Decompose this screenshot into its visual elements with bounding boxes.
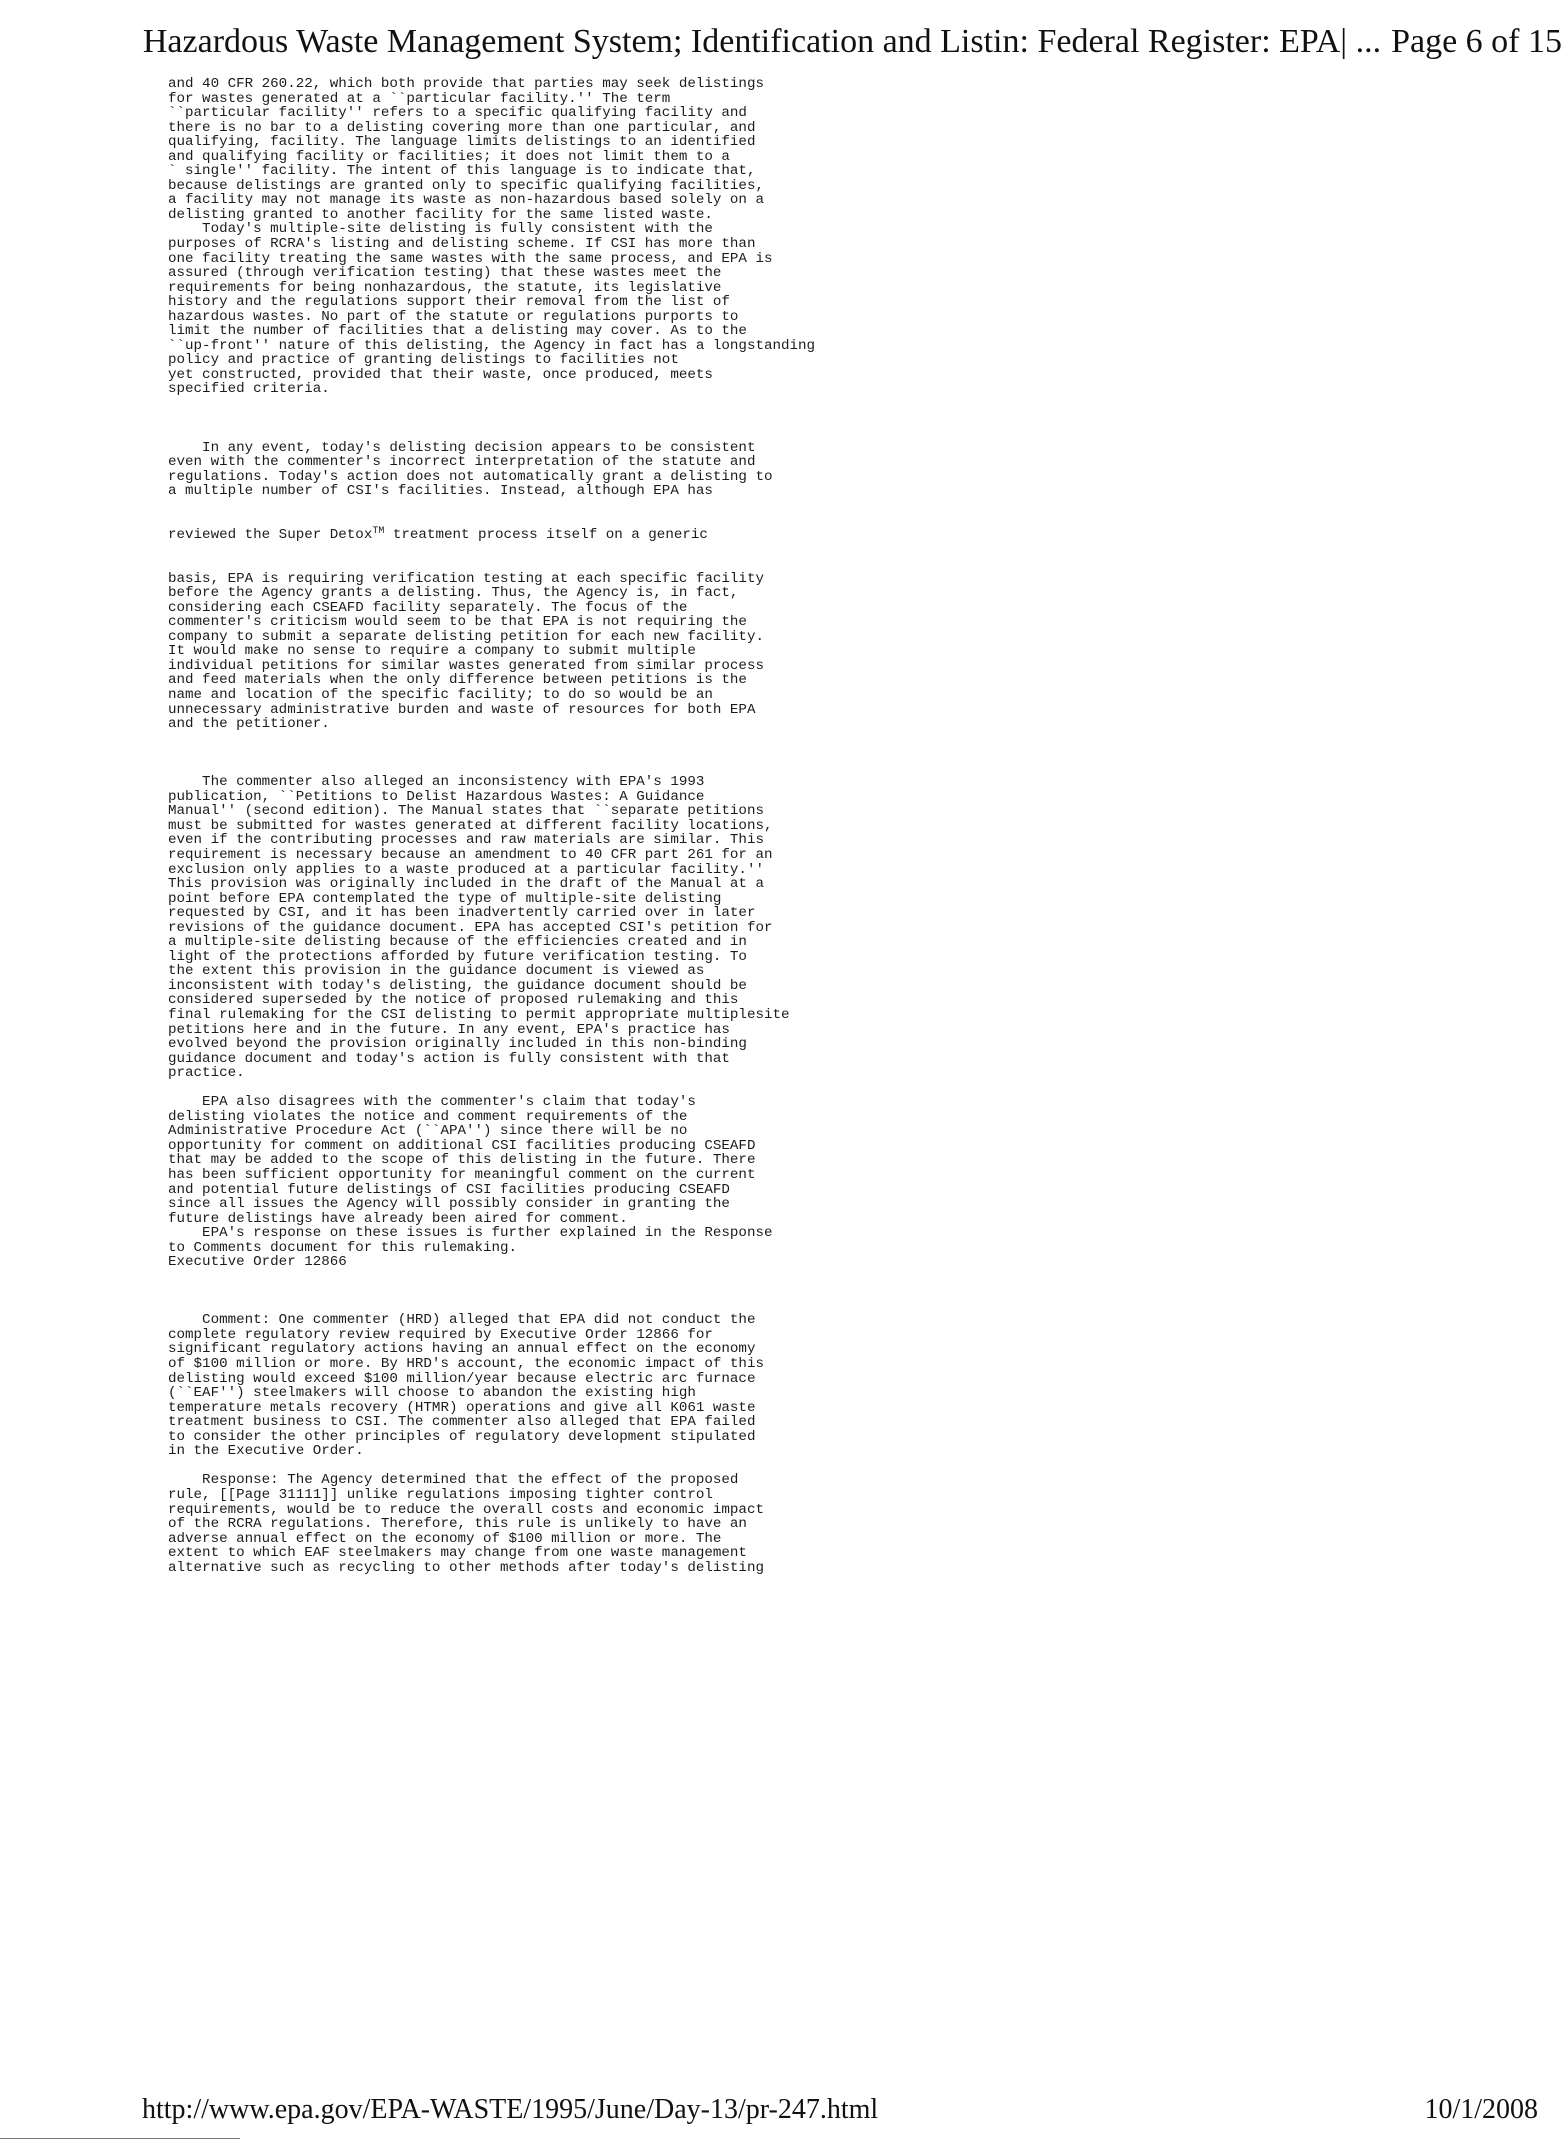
text-line: This provision was originally included in the draft of the Manual at a <box>168 876 764 893</box>
text-line: and feed materials when the only difference between petitions is the <box>168 672 747 689</box>
text-line: a multiple number of CSI's facilities. Instead, although EPA has <box>168 483 713 500</box>
text-line: practice. <box>168 1065 245 1082</box>
text-line: ``up-front'' nature of this delisting, the Agency in fact has a longstanding <box>168 337 816 354</box>
paragraph-apa-notice <box>168 1095 968 1270</box>
text-line: exclusion only applies to a waste produced at a particular facility.'' <box>168 861 764 878</box>
text-line: delisting violates the notice and comment requirements of the <box>168 1108 688 1125</box>
text-line: the extent this provision in the guidance document is viewed as <box>168 963 705 980</box>
paragraph-guidance-manual <box>168 775 968 1080</box>
text-line: final rulemaking for the CSI delisting to permit appropriate multiplesite <box>168 1007 790 1023</box>
text-line: and 40 CFR 260.22, which both provide that parties may seek delistings <box>168 76 764 92</box>
text-line: there is no bar to a delisting covering more than one particular, and <box>168 119 756 136</box>
text-line: extent to which EAF steelmakers may change from one waste management <box>168 1545 747 1562</box>
text-line: regulations. Today's action does not automatically grant a delisting to <box>168 468 773 485</box>
text-line: policy and practice of granting delistings to facilities not <box>168 352 679 369</box>
text-line: (``EAF'') steelmakers will choose to abandon the existing high <box>168 1385 696 1402</box>
text-line: has been sufficient opportunity for meaningful comment on the current <box>168 1167 756 1184</box>
paragraph-comment-hrd <box>168 1313 968 1458</box>
text-line: to Comments document for this rulemaking. <box>168 1239 518 1256</box>
text-line: In any event, today's delisting decision appears to be consistent <box>168 439 756 456</box>
text-line: assured (through verification testing) that these wastes meet the <box>168 265 722 282</box>
text-line: a multiple-site delisting because of the efficiencies created and in <box>168 934 747 951</box>
text-line: considered superseded by the notice of proposed rulemaking and this <box>168 992 739 1009</box>
page-header <box>140 22 1562 62</box>
spacer <box>168 1284 968 1313</box>
text-line: revisions of the guidance document. EPA has accepted CSI's petition for <box>168 919 773 936</box>
text-line: future delistings have already been aired for comment. <box>168 1210 628 1227</box>
text-line: opportunity for comment on additional CSI facilities producing CSEAFD <box>168 1137 756 1154</box>
text-line: publication, ``Petitions to Delist Hazardous Wastes: A Guidance <box>168 788 705 805</box>
text-line: must be submitted for wastes generated at different facility locations, <box>168 817 773 834</box>
text-line: even with the commenter's incorrect interpretation of the statute and <box>168 454 756 471</box>
text-line: purposes of RCRA's listing and delisting scheme. If CSI has more than <box>168 236 756 253</box>
text-line: that may be added to the scope of this delisting in the future. There <box>168 1152 756 1169</box>
text-line: because delistings are granted only to specific qualifying facilities, <box>168 177 764 194</box>
text-line: since all issues the Agency will possibly consider in granting the <box>168 1196 730 1213</box>
text-line: The commenter also alleged an inconsistency with EPA's 1993 <box>168 774 705 791</box>
text-line: adverse annual effect on the economy of $100 million or more. The <box>168 1530 722 1547</box>
text-line: even if the contributing processes and raw materials are similar. This <box>168 832 764 849</box>
document-body <box>168 77 968 1590</box>
text-line: EPA's response on these issues is further explained in the Response <box>168 1225 773 1242</box>
text-line: basis, EPA is requiring verification testing at each specific facility <box>168 570 764 587</box>
text-line: and the petitioner. <box>168 716 330 733</box>
text-line: yet constructed, provided that their waste, once produced, meets <box>168 366 713 383</box>
text-line: requirements for being nonhazardous, the statute, its legislative <box>168 279 722 296</box>
paragraph-consistent-interpretation-end <box>168 572 968 732</box>
paragraph-consistent-interpretation-start <box>168 441 968 499</box>
text-line: of $100 million or more. By HRD's account, the economic impact of this <box>168 1356 764 1373</box>
text-line: hazardous wastes. No part of the statute or regulations purports to <box>168 308 739 325</box>
text-line: qualifying, facility. The language limits delistings to an identified <box>168 134 756 151</box>
text-line: inconsistent with today's delisting, the guidance document should be <box>168 977 747 994</box>
footer-divider <box>0 2138 240 2139</box>
text-line: in the Executive Order. <box>168 1443 364 1460</box>
text-line: temperature metals recovery (HTMR) operations and give all K061 waste <box>168 1399 756 1416</box>
text-line: alternative such as recycling to other methods after today's delisting <box>168 1559 764 1576</box>
text-line: requirements, would be to reduce the overall costs and economic impact <box>168 1501 764 1518</box>
text-line: Response: The Agency determined that the effect of the proposed <box>168 1472 739 1489</box>
page-number: Page 6 of 15 <box>1391 23 1562 60</box>
text-line: considering each CSEAFD facility separately. The focus of the <box>168 599 688 616</box>
text-line: delisting granted to another facility for the same listed waste. <box>168 206 713 223</box>
title-ellipsis: ... <box>1347 23 1382 60</box>
footer-url: http://www.epa.gov/EPA-WASTE/1995/June/Day-13/pr-247.html <box>142 2094 879 2125</box>
text-line: commenter's criticism would seem to be that EPA is not requiring the <box>168 614 747 631</box>
text-line: requirement is necessary because an amendment to 40 CFR part 261 for an <box>168 846 773 863</box>
text-line: delisting would exceed $100 million/year because electric arc furnace <box>168 1370 756 1387</box>
text-line: before the Agency grants a delisting. Thus, the Agency is, in fact, <box>168 585 739 602</box>
text-line: point before EPA contemplated the type of multiple-site delisting <box>168 890 722 907</box>
text-line: ` single'' facility. The intent of this language is to indicate that, <box>168 163 756 180</box>
text-line: evolved beyond the provision originally included in this non-binding <box>168 1036 747 1053</box>
text-line: rule, [[Page 31111]] unlike regulations imposing tighter control <box>168 1486 713 1503</box>
text-line: and potential future delistings of CSI facilities producing CSEAFD <box>168 1181 730 1198</box>
footer-date: 10/1/2008 <box>1424 2094 1538 2125</box>
text-line: unnecessary administrative burden and waste of resources for both EPA <box>168 701 756 718</box>
text-line: Manual'' (second edition). The Manual states that ``separate petitions <box>168 803 764 820</box>
text-line: name and location of the specific facility; to do so would be an <box>168 686 713 703</box>
text-line: for wastes generated at a ``particular facility.'' The term <box>168 90 671 107</box>
text-line: treatment business to CSI. The commenter also alleged that EPA failed <box>168 1414 756 1431</box>
super-detox-prefix: reviewed the Super Detox <box>168 526 373 543</box>
paragraph-particular-facility <box>168 77 968 397</box>
text-line: and qualifying facility or facilities; it does not limit them to a <box>168 148 730 165</box>
text-line: Executive Order 12866 <box>168 1254 347 1271</box>
text-line: significant regulatory actions having an annual effect on the economy <box>168 1341 756 1358</box>
text-line: requested by CSI, and it has been inadvertently carried over in later <box>168 905 756 922</box>
text-line: specified criteria. <box>168 381 330 398</box>
text-line: petitions here and in the future. In any event, EPA's practice has <box>168 1021 730 1038</box>
text-line: history and the regulations support their removal from the list of <box>168 294 730 311</box>
paragraph-response <box>168 1473 968 1575</box>
text-line: Today's multiple-site delisting is fully consistent with the <box>168 221 713 238</box>
text-line: EPA also disagrees with the commenter's claim that today's <box>168 1094 696 1111</box>
text-line: one facility treating the same wastes with the same process, and EPA is <box>168 250 773 267</box>
text-line: It would make no sense to require a company to submit multiple <box>168 643 696 660</box>
text-line: limit the number of facilities that a delisting may cover. As to the <box>168 323 747 340</box>
super-detox-line <box>168 525 968 543</box>
text-line: guidance document and today's action is fully consistent with that <box>168 1050 730 1067</box>
text-line: individual petitions for similar wastes generated from similar process <box>168 657 764 674</box>
paragraph-consistent-interpretation <box>168 412 968 761</box>
text-line: to consider the other principles of regulatory development stipulated <box>168 1428 756 1445</box>
text-line: ``particular facility'' refers to a specific qualifying facility and <box>168 105 747 122</box>
text-line: company to submit a separate delisting petition for each new facility. <box>168 628 764 645</box>
trademark-superscript: TM <box>372 525 385 537</box>
document-title: Hazardous Waste Management System; Identification and Listin: Federal Register: EPA| <box>142 23 1348 60</box>
text-line: Administrative Procedure Act (``APA'') since there will be no <box>168 1123 688 1140</box>
text-line: a facility may not manage its waste as non-hazardous based solely on a <box>168 192 764 209</box>
text-line: complete regulatory review required by Executive Order 12866 for <box>168 1326 713 1343</box>
super-detox-suffix: treatment process itself on a generic <box>384 526 708 543</box>
text-line: Comment: One commenter (HRD) alleged that EPA did not conduct the <box>168 1312 756 1329</box>
text-line: light of the protections afforded by future verification testing. To <box>168 948 747 965</box>
text-line: of the RCRA regulations. Therefore, this rule is unlikely to have an <box>168 1516 747 1533</box>
